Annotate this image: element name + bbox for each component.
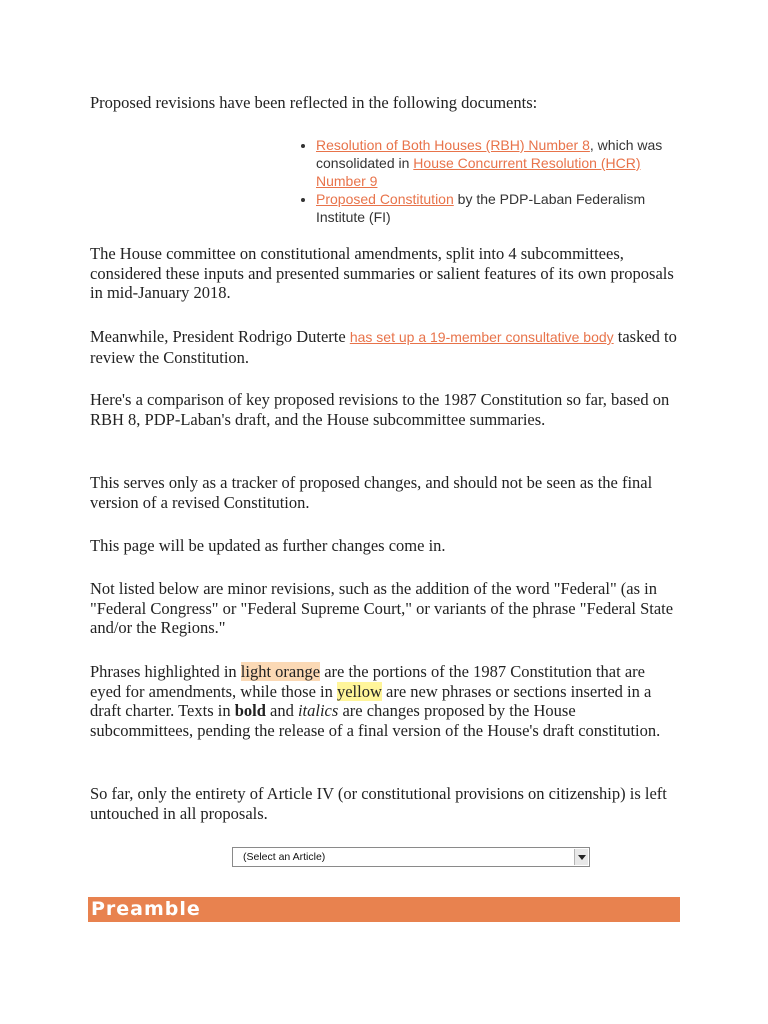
article-select-value: (Select an Article)	[243, 851, 326, 863]
italics-sample: italics	[297, 701, 339, 721]
duterte-pre: Meanwhile, President Rodrigo Duterte	[90, 327, 350, 346]
article-iv-paragraph: So far, only the entirety of Article IV (or constitutional provisions on citizenship) is left untouched in all proposals.	[90, 784, 667, 823]
committee-paragraph: The House committee on constitutional amendments, split into 4 subcommittees, considered these inputs and presented summaries or salient features of its own proposals in mid-January 2018.	[90, 244, 674, 303]
comparison-paragraph: Here's a comparison of key proposed revisions to the 1987 Constitution so far, based on RBH 8, PDP-Laban's draft, and the House subcommittee summaries.	[90, 390, 670, 429]
highlight-legend-paragraph	[90, 662, 680, 740]
documents-list	[296, 136, 676, 226]
tracker-paragraph: This serves only as a tracker of proposed changes, and should not be seen as the final version of a revised Constitution.	[90, 473, 653, 512]
chevron-down-icon[interactable]	[574, 849, 588, 865]
intro-text: Proposed revisions have been reflected in the following documents:	[90, 93, 538, 112]
legend-text: are new phrases or sections inserted in a draft charter. Texts in	[90, 681, 652, 721]
rbh-8-link[interactable]: Resolution of Both Houses (RBH) Number 8	[316, 137, 590, 153]
section-header-preamble: Preamble	[88, 897, 680, 922]
legend-text: are changes proposed by the House subcommittees, pending the release of a final version of the House's draft constitution.	[90, 701, 661, 740]
hcr-9-link[interactable]: House Concurrent Resolution (HCR) Number 9	[316, 155, 641, 189]
light-orange-highlight: light orange	[240, 662, 321, 681]
legend-text: Phrases highlighted in	[90, 662, 241, 681]
legend-text: and	[265, 701, 298, 721]
updated-paragraph: This page will be updated as further changes come in.	[90, 536, 446, 555]
consultative-body-link[interactable]: has set up a 19-member consultative body	[349, 329, 614, 345]
duterte-post: tasked to review the Constitution.	[90, 327, 677, 367]
proposed-constitution-link[interactable]: Proposed Constitution	[316, 191, 454, 207]
list-item-text: , which was consolidated in	[316, 137, 663, 171]
list-item	[316, 190, 676, 226]
legend-text: are the portions of the 1987 Constitution that are eyed for amendments, while those in	[90, 662, 645, 701]
yellow-highlight: yellow	[336, 681, 382, 701]
list-item	[316, 136, 676, 190]
list-item-text: by the PDP-Laban Federalism Institute (FI)	[316, 191, 646, 225]
bold-sample: bold	[234, 701, 266, 721]
minor-revisions-paragraph: Not listed below are minor revisions, such as the addition of the word "Federal" (as in "Federal Congress" or "Federal Supreme Court," or variants of the phrase "Federal State and/or the Regions."	[90, 579, 674, 638]
duterte-paragraph	[90, 327, 680, 367]
article-select[interactable]	[232, 847, 590, 867]
